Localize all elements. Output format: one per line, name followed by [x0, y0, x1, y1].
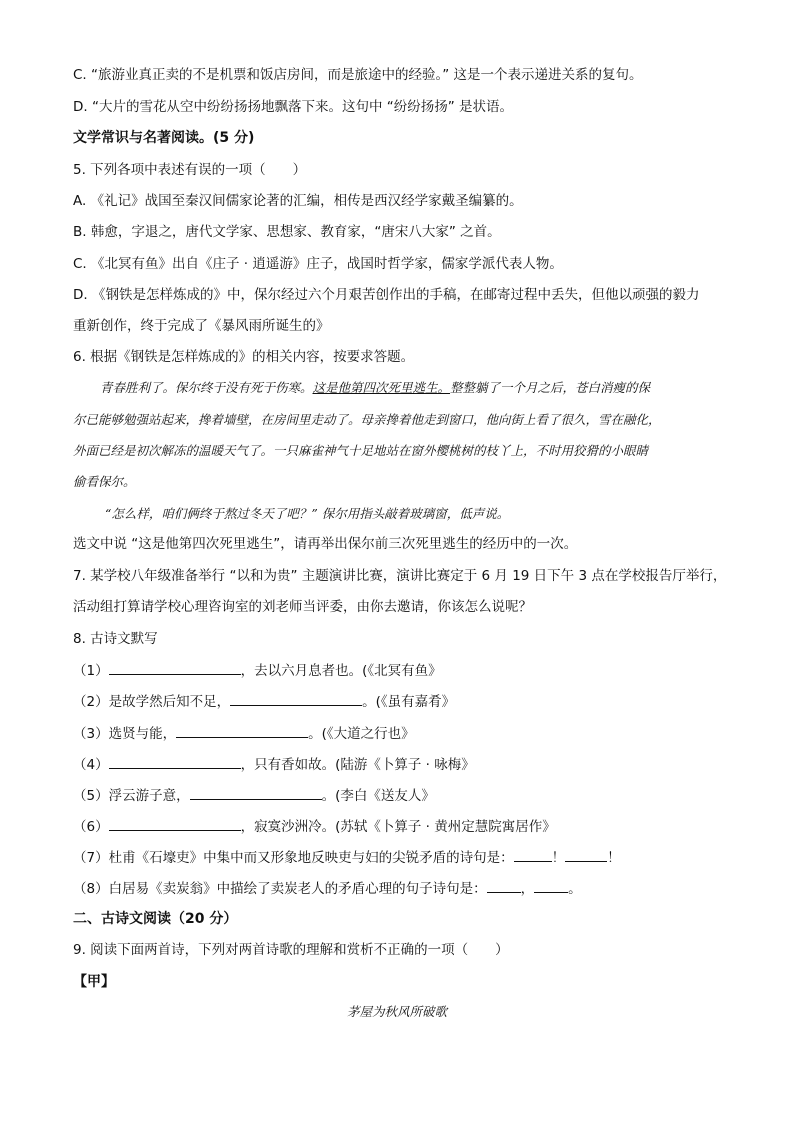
passage-line-3: 外面已经是初次解冻的温暖天气了。一只麻雀神气十足地站在窗外樱桃树的枝丫上，不时用狡猾的小眼睛	[73, 443, 649, 458]
answer-blank[interactable]	[109, 660, 241, 675]
answer-blank[interactable]	[514, 847, 552, 862]
question-6: 6. 根据《钢铁是怎样炼成的》的相关内容，按要求答题。	[73, 349, 415, 365]
punctuation: 。	[568, 881, 582, 897]
option-d-text: D. “大片的雪花从空中纷纷扬扬地飘落下来。这句中 “纷纷扬扬” 是状语。	[73, 99, 514, 115]
passage-line-1	[100, 378, 650, 398]
dictation-1	[73, 660, 442, 681]
punctuation: ！	[551, 850, 566, 866]
item-text: （5）浮云游子意，	[73, 788, 190, 804]
question-5: 5. 下列各项中表述有误的一项（ ）	[73, 162, 307, 178]
poem-title: 茅屋为秋风所破歌	[346, 1004, 447, 1019]
item-number: （4）	[73, 757, 109, 773]
item-text: ，去以六月息者也。(《北冥有鱼》	[240, 663, 442, 679]
answer-blank[interactable]	[176, 723, 308, 738]
item-text: 。(《虽有嘉肴》	[362, 694, 456, 710]
passage-line-5: “怎么样，咱们俩终于熬过冬天了吧？” 保尔用指头敲着玻璃窗，低声说。	[105, 506, 510, 521]
item-text: 。(《大道之行也》	[308, 726, 415, 742]
answer-blank[interactable]	[109, 816, 241, 831]
question-7: 7. 某学校八年级准备举行 “以和为贵” 主题演讲比赛，演讲比赛定于 6 月 19 日下午 3 点在学校报告厅举行，	[73, 568, 727, 584]
q5-option-d-cont: 重新创作，终于完成了《暴风雨所诞生的》	[73, 318, 330, 334]
item-number: （1）	[73, 663, 109, 679]
answer-blank[interactable]	[190, 785, 322, 800]
dictation-3	[73, 723, 415, 744]
item-text: （7）杜甫《石壕吏》中集中而又形象地反映吏与妇的尖锐矛盾的诗句是：	[73, 850, 514, 866]
punctuation: ，	[520, 881, 535, 897]
dictation-5	[73, 785, 435, 806]
item-text: （3）选贤与能，	[73, 726, 177, 742]
q5-option-b: B. 韩愈，字退之，唐代文学家、思想家、教育家，“唐宋八大家” 之首。	[73, 224, 501, 240]
q5-option-d: D. 《钢铁是怎样炼成的》中，保尔经过六个月艰苦创作出的手稿，在邮寄过程中丢失，但他以顽强的毅力	[73, 287, 700, 303]
item-text: （2）是故学然后知不足，	[73, 694, 231, 710]
dictation-2	[73, 691, 455, 712]
item-text: ，寂寞沙洲冷。(苏轼《卜算子 · 黄州定慧院寓居作》	[240, 819, 556, 835]
section-heading-literature: 文学常识与名著阅读。(5 分)	[73, 130, 255, 146]
item-text: 。(李白《送友人》	[321, 788, 435, 804]
punctuation: ！	[607, 850, 621, 866]
answer-blank[interactable]	[109, 754, 241, 769]
dictation-7	[73, 847, 621, 868]
q5-option-a: A. 《礼记》战国至秦汉间儒家论著的汇编，相传是西汉经学家戴圣编纂的。	[73, 193, 523, 209]
item-number: （6）	[73, 819, 109, 835]
item-text: ，只有香如故。(陆游《卜算子 · 咏梅》	[240, 757, 475, 773]
answer-blank[interactable]	[565, 847, 607, 862]
answer-blank[interactable]	[230, 691, 362, 706]
question-9: 9. 阅读下面两首诗，下列对两首诗歌的理解和赏析不正确的一项（ ）	[73, 942, 509, 958]
question-7-cont: 活动组打算请学校心理咨询室的刘老师当评委，由你去邀请，你该怎么说呢？	[73, 599, 532, 615]
question-8: 8. 古诗文默写	[73, 631, 158, 647]
passage-line-4: 偷看保尔。	[73, 474, 136, 489]
passage-line-2: 尔已能够勉强站起来，搀着墙壁，在房间里走动了。母亲搀着他走到窗口，他向街上看了很久，雪在融化，	[73, 412, 661, 427]
dictation-6	[73, 816, 556, 837]
passage-underlined-sentence: 这是他第四次死里逃生。	[312, 380, 451, 395]
passage-text: 整整躺了一个月之后，苍白消瘦的保	[450, 380, 651, 395]
section-heading-poetry: 二、古诗文阅读（20 分）	[73, 911, 238, 927]
dictation-4	[73, 754, 475, 775]
q6-prompt: 选文中说 “这是他第四次死里逃生”，请再举出保尔前三次死里逃生的经历中的一次。	[73, 536, 578, 552]
item-text: （8）白居易《卖炭翁》中描绘了卖炭老人的矛盾心理的句子诗句是：	[73, 881, 487, 897]
passage-text: 青春胜利了。保尔终于没有死于伤寒。	[100, 380, 313, 395]
dictation-8	[73, 878, 582, 899]
poem-label-jia: 【甲】	[73, 974, 115, 990]
answer-blank[interactable]	[534, 878, 568, 893]
answer-blank[interactable]	[487, 878, 521, 893]
q5-option-c: C. 《北冥有鱼》出自《庄子 · 逍遥游》庄子，战国时哲学家，儒家学派代表人物。	[73, 256, 563, 272]
option-c-text: C. “旅游业真正卖的不是机票和饭店房间，而是旅途中的经验。” 这是一个表示递进关系的复句。	[73, 67, 643, 83]
